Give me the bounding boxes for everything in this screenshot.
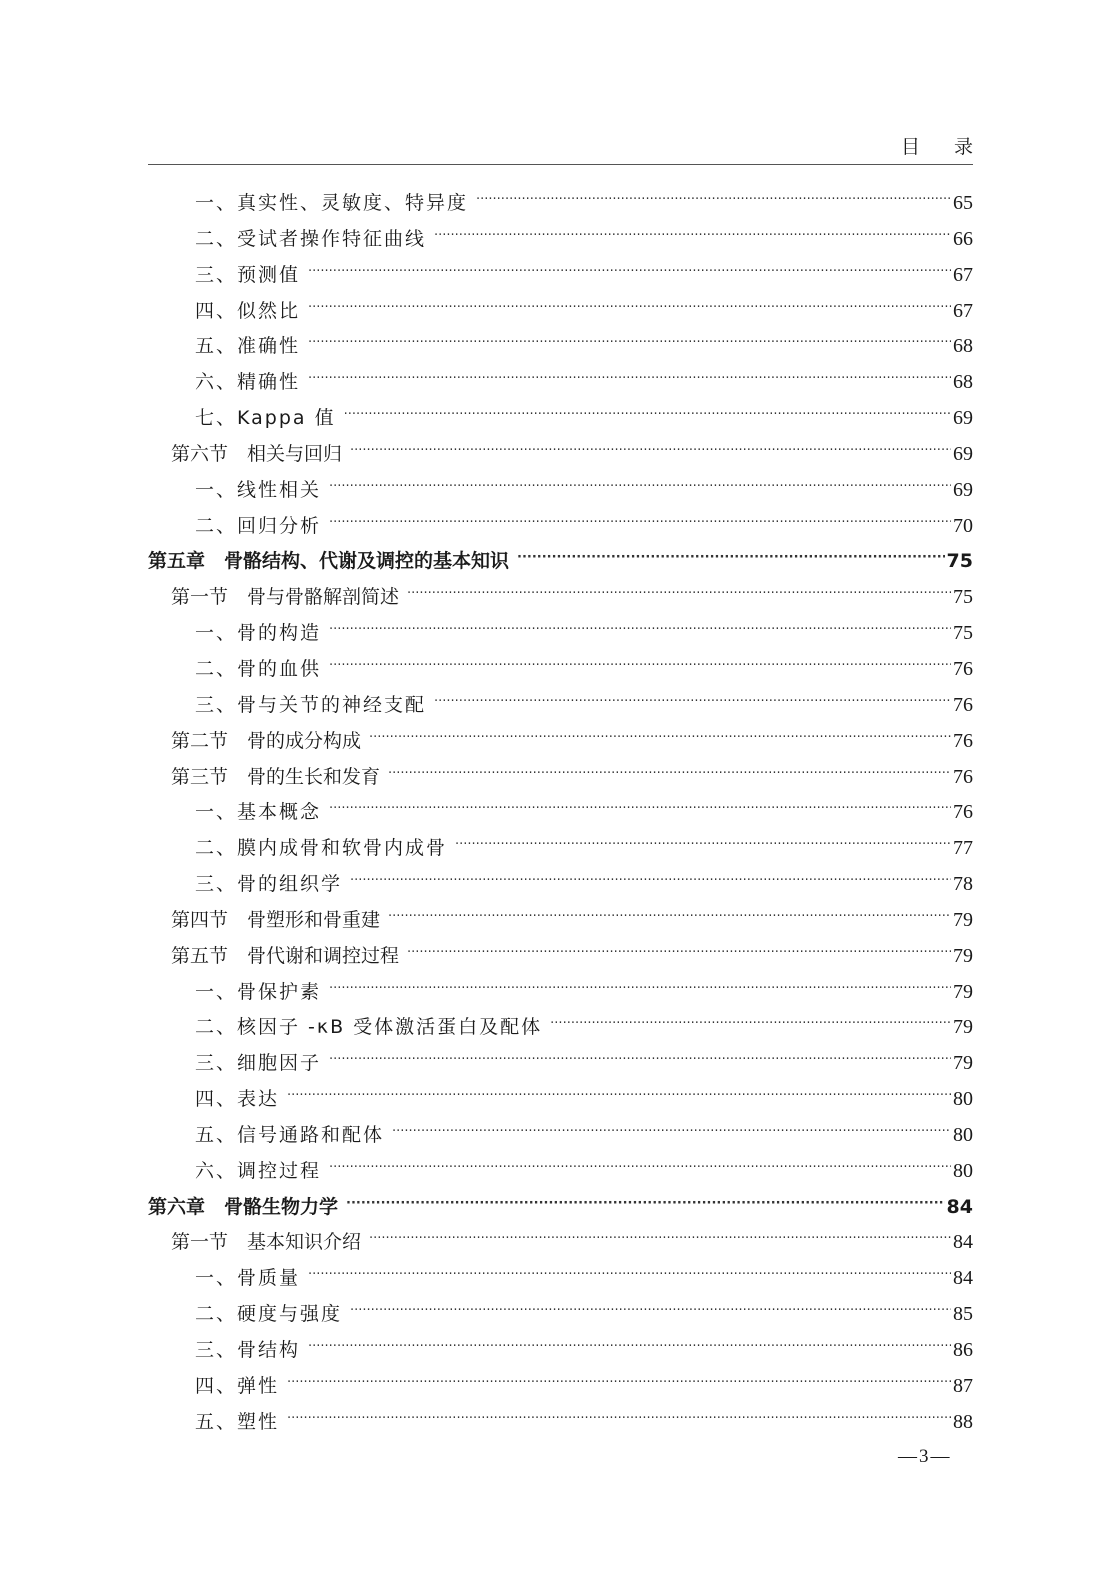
toc-entry-page: 76	[953, 693, 973, 716]
toc-entry-page: 76	[953, 657, 973, 680]
toc-entry-label: 四、弹性	[195, 1374, 280, 1397]
toc-entry-page: 68	[953, 371, 973, 394]
running-header	[148, 128, 1007, 165]
dot-leader	[550, 1014, 951, 1033]
toc-entry-page: 79	[953, 980, 973, 1003]
dot-leader	[329, 656, 951, 675]
toc-entry-label: 第四节 骨塑形和骨重建	[171, 908, 381, 931]
dot-leader	[329, 979, 951, 998]
toc-entry-label: 一、骨的构造	[195, 622, 322, 645]
toc-entry-page: 70	[953, 514, 973, 537]
toc-subsection-entry[interactable]	[148, 475, 973, 511]
toc-subsection-entry[interactable]	[148, 1120, 973, 1156]
toc-chapter-entry[interactable]	[148, 1192, 973, 1228]
toc-subsection-entry[interactable]	[148, 1335, 973, 1371]
toc-entry-page: 88	[953, 1410, 973, 1433]
toc-section-entry[interactable]	[148, 1227, 973, 1263]
toc-entry-page: 87	[953, 1374, 973, 1397]
toc-section-entry[interactable]	[148, 726, 973, 762]
dot-leader	[308, 262, 951, 281]
toc-entry-page: 80	[953, 1123, 973, 1146]
toc-entry-label: 五、准确性	[195, 335, 301, 358]
toc-entry-label: 二、硬度与强度	[195, 1303, 343, 1326]
header-title: 目录	[900, 136, 1007, 158]
toc-entry-page: 65	[953, 192, 973, 214]
toc-entry-page: 84	[953, 1267, 973, 1290]
toc-subsection-entry[interactable]	[148, 1263, 973, 1299]
dot-leader	[308, 1265, 951, 1284]
toc-entry-page: 69	[953, 478, 973, 501]
toc-section-entry[interactable]	[148, 941, 973, 977]
dot-leader	[329, 1050, 951, 1069]
dot-leader	[476, 190, 951, 209]
toc-entry-page: 79	[953, 908, 973, 931]
toc-entry-label: 一、骨质量	[195, 1267, 301, 1290]
toc-entry-label: 三、骨与关节的神经支配	[195, 693, 427, 716]
toc-entry-label: 一、基本概念	[195, 801, 322, 824]
toc-entry-page: 77	[953, 837, 973, 860]
toc-subsection-entry[interactable]	[148, 1299, 973, 1335]
toc-entry-label: 二、骨的血供	[195, 657, 322, 680]
toc-entry-label: 五、信号通路和配体	[195, 1123, 385, 1146]
toc-entry-label: 二、核因子 -κB 受体激活蛋白及配体	[195, 1016, 543, 1039]
toc-entry-label: 第一节 基本知识介绍	[171, 1231, 362, 1254]
toc-subsection-entry[interactable]	[148, 367, 973, 403]
toc-subsection-entry[interactable]	[148, 618, 973, 654]
toc-entry-label: 一、骨保护素	[195, 980, 322, 1003]
toc-subsection-entry[interactable]	[148, 977, 973, 1013]
dot-leader	[517, 548, 945, 567]
toc-section-entry[interactable]	[148, 762, 973, 798]
toc-entry-page: 67	[953, 263, 973, 286]
toc-subsection-entry[interactable]	[148, 511, 973, 547]
toc-subsection-entry[interactable]	[148, 260, 973, 296]
toc-entry-label: 一、线性相关	[195, 478, 322, 501]
toc-entry-label: 四、表达	[195, 1088, 280, 1111]
toc-entry-page: 78	[953, 873, 973, 896]
toc-entry-page: 84	[946, 1195, 973, 1218]
dot-leader	[350, 871, 951, 890]
toc-entry-label: 三、骨的组织学	[195, 873, 343, 896]
toc-entry-page: 80	[953, 1159, 973, 1182]
toc-entry-label: 二、受试者操作特征曲线	[195, 227, 427, 250]
dot-leader	[392, 1122, 951, 1141]
toc-subsection-entry[interactable]	[148, 869, 973, 905]
toc-entry-label: 二、回归分析	[195, 514, 322, 537]
dot-leader	[308, 298, 951, 317]
toc-entry-label: 第五节 骨代谢和调控过程	[171, 944, 400, 967]
toc-entry-label: 六、精确性	[195, 371, 301, 394]
dot-leader	[287, 1409, 951, 1428]
dot-leader	[308, 333, 951, 352]
toc-entry-page: 69	[953, 407, 973, 430]
dot-leader	[308, 369, 951, 388]
toc-section-entry[interactable]	[148, 439, 973, 475]
toc-entry-label: 第三节 骨的生长和发育	[171, 765, 381, 788]
toc-entry-page: 76	[953, 729, 973, 752]
dot-leader	[455, 835, 951, 854]
toc-subsection-entry[interactable]	[148, 1048, 973, 1084]
toc-entry-page: 85	[953, 1303, 973, 1326]
toc-section-entry[interactable]	[148, 582, 973, 618]
toc-entry-page: 69	[953, 442, 973, 465]
dot-leader	[329, 513, 951, 532]
toc-entry-label: 第六章 骨骼生物力学	[148, 1195, 339, 1218]
dot-leader	[329, 620, 951, 639]
toc-entry-page: 79	[953, 1016, 973, 1039]
dot-leader	[346, 1194, 945, 1213]
toc-entry-label: 第五章 骨骼结构、代谢及调控的基本知识	[148, 550, 510, 573]
toc-entry-page: 79	[953, 944, 973, 967]
toc-entry-page: 75	[946, 550, 973, 573]
dot-leader	[344, 405, 951, 424]
toc-entry-label: 三、细胞因子	[195, 1052, 322, 1075]
toc-subsection-entry[interactable]	[148, 1012, 973, 1048]
toc-entry-page: 84	[953, 1231, 973, 1254]
toc-chapter-entry[interactable]	[148, 546, 973, 582]
toc-entry-page: 68	[953, 335, 973, 358]
toc-subsection-entry[interactable]	[148, 403, 973, 439]
toc-subsection-entry[interactable]	[148, 797, 973, 833]
dot-leader	[287, 1373, 951, 1392]
toc-entry-label: 第一节 骨与骨骼解剖简述	[171, 586, 400, 609]
dot-leader	[350, 441, 951, 460]
dot-leader	[407, 943, 951, 962]
dot-leader	[287, 1086, 951, 1105]
toc-entry-label: 六、调控过程	[195, 1159, 322, 1182]
toc-entry-label: 三、预测值	[195, 263, 301, 286]
dot-leader	[329, 477, 951, 496]
toc-entry-label: 第六节 相关与回归	[171, 442, 343, 465]
dot-leader	[434, 692, 951, 711]
toc-subsection-entry[interactable]	[148, 690, 973, 726]
toc-entry-label: 一、真实性、灵敏度、特异度	[195, 192, 469, 214]
toc-entry-page: 75	[953, 586, 973, 609]
toc-entry-page: 66	[953, 227, 973, 250]
toc-entry-page: 86	[953, 1339, 973, 1361]
toc-subsection-entry[interactable]	[148, 1156, 973, 1192]
table-of-contents	[148, 188, 973, 1443]
toc-subsection-entry[interactable]	[148, 1407, 973, 1443]
toc-subsection-entry[interactable]	[148, 654, 973, 690]
toc-subsection-entry[interactable]	[148, 833, 973, 869]
toc-entry-label: 三、骨结构	[195, 1339, 301, 1361]
toc-entry-label: 四、似然比	[195, 299, 301, 322]
dot-leader	[329, 799, 951, 818]
toc-entry-label: 五、塑性	[195, 1410, 280, 1433]
dot-leader	[388, 764, 951, 783]
toc-entry-label: 第二节 骨的成分构成	[171, 729, 362, 752]
toc-entry-page: 75	[953, 622, 973, 645]
toc-entry-label: 二、膜内成骨和软骨内成骨	[195, 837, 448, 860]
toc-subsection-entry[interactable]	[148, 224, 973, 260]
dot-leader	[350, 1301, 951, 1320]
dot-leader	[329, 1158, 951, 1177]
dot-leader	[434, 226, 951, 245]
toc-subsection-entry[interactable]	[148, 1084, 973, 1120]
toc-entry-label: 七、Kappa 值	[195, 407, 336, 430]
toc-subsection-entry[interactable]	[148, 296, 973, 332]
page-number: —3—	[898, 1446, 952, 1467]
toc-subsection-entry[interactable]	[148, 331, 973, 367]
dot-leader	[308, 1337, 951, 1356]
toc-entry-page: 67	[953, 299, 973, 322]
toc-entry-page: 76	[953, 765, 973, 788]
dot-leader	[407, 584, 951, 603]
toc-entry-page: 76	[953, 801, 973, 824]
toc-subsection-entry[interactable]	[148, 188, 973, 224]
toc-subsection-entry[interactable]	[148, 1371, 973, 1407]
dot-leader	[388, 907, 951, 926]
toc-entry-page: 80	[953, 1088, 973, 1111]
dot-leader	[369, 1229, 951, 1248]
toc-entry-page: 79	[953, 1052, 973, 1075]
toc-section-entry[interactable]	[148, 905, 973, 941]
dot-leader	[369, 728, 951, 747]
